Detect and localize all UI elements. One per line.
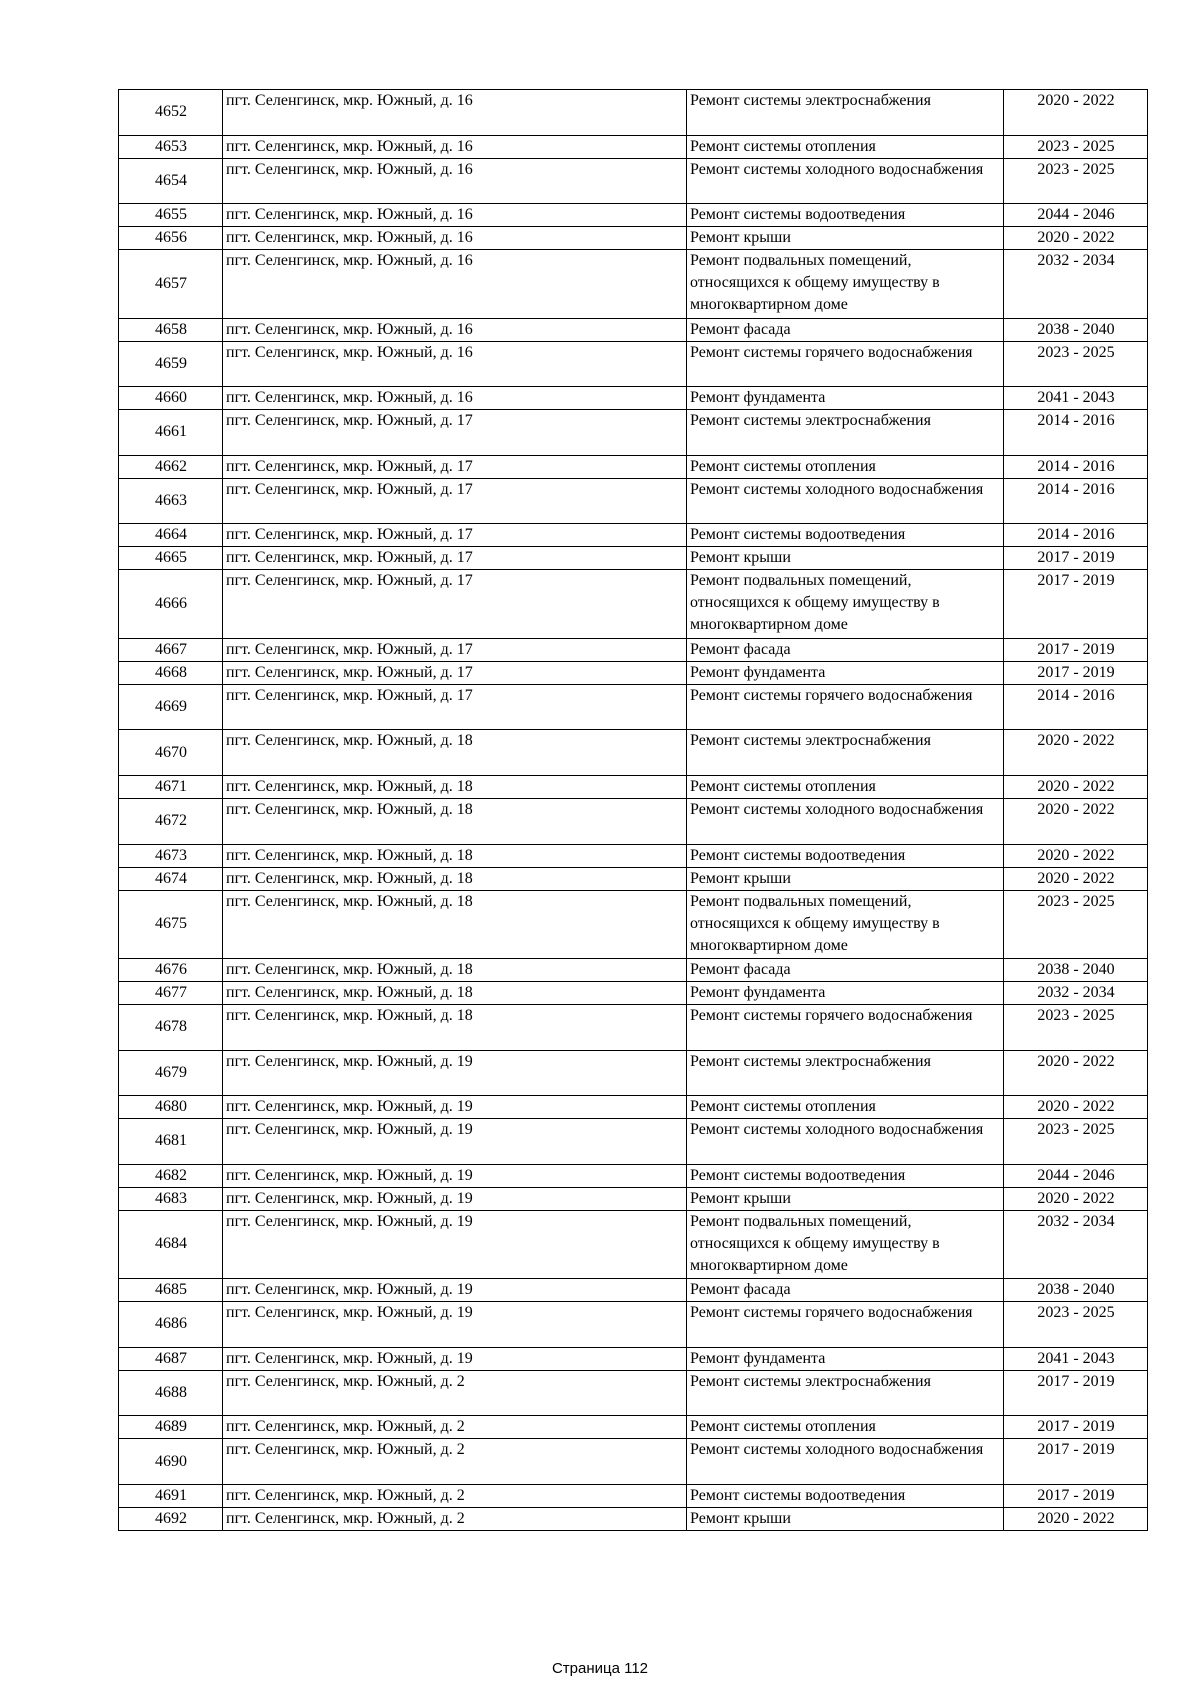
- period-cell: 2044 - 2046: [1004, 1164, 1148, 1187]
- work-type-cell: Ремонт системы отопления: [687, 135, 1004, 158]
- table-row: [119, 1187, 1148, 1210]
- table-row: [119, 1416, 1148, 1439]
- period-cell: 2023 - 2025: [1004, 1004, 1148, 1050]
- table-row: [119, 90, 1148, 136]
- row-number-cell: 4665: [119, 547, 223, 570]
- address-cell: пгт. Селенгинск, мкр. Южный, д. 2: [223, 1370, 687, 1416]
- work-type-cell: Ремонт системы водоотведения: [687, 1164, 1004, 1187]
- table-row: [119, 1370, 1148, 1416]
- period-cell: 2017 - 2019: [1004, 570, 1148, 638]
- row-number-cell: 4667: [119, 638, 223, 661]
- row-number-cell: 4688: [119, 1370, 223, 1416]
- work-type-cell: Ремонт системы водоотведения: [687, 844, 1004, 867]
- work-type-cell: Ремонт крыши: [687, 867, 1004, 890]
- row-number-cell: 4654: [119, 158, 223, 204]
- work-type-cell: Ремонт фасада: [687, 1279, 1004, 1302]
- period-cell: 2020 - 2022: [1004, 1507, 1148, 1530]
- address-cell: пгт. Селенгинск, мкр. Южный, д. 18: [223, 890, 687, 958]
- work-type-cell: Ремонт системы холодного водоснабжения: [687, 478, 1004, 524]
- work-type-cell: Ремонт системы отопления: [687, 775, 1004, 798]
- address-cell: пгт. Селенгинск, мкр. Южный, д. 16: [223, 387, 687, 410]
- table-row: [119, 204, 1148, 227]
- address-cell: пгт. Селенгинск, мкр. Южный, д. 19: [223, 1050, 687, 1096]
- period-cell: 2023 - 2025: [1004, 890, 1148, 958]
- work-type-cell: Ремонт системы горячего водоснабжения: [687, 684, 1004, 730]
- row-number-cell: 4673: [119, 844, 223, 867]
- table-row: [119, 661, 1148, 684]
- address-cell: пгт. Селенгинск, мкр. Южный, д. 17: [223, 547, 687, 570]
- row-number-cell: 4655: [119, 204, 223, 227]
- table-row: [119, 730, 1148, 776]
- period-cell: 2032 - 2034: [1004, 250, 1148, 318]
- period-cell: 2020 - 2022: [1004, 1050, 1148, 1096]
- work-type-cell: Ремонт подвальных помещений, относящихся к общему имуществу в многоквартирном доме: [687, 890, 1004, 958]
- period-cell: 2020 - 2022: [1004, 1096, 1148, 1119]
- table-body: [119, 90, 1148, 1531]
- address-cell: пгт. Селенгинск, мкр. Южный, д. 17: [223, 455, 687, 478]
- period-cell: 2023 - 2025: [1004, 135, 1148, 158]
- row-number-cell: 4653: [119, 135, 223, 158]
- table-row: [119, 1096, 1148, 1119]
- period-cell: 2023 - 2025: [1004, 1302, 1148, 1348]
- work-type-cell: Ремонт системы горячего водоснабжения: [687, 1302, 1004, 1348]
- period-cell: 2020 - 2022: [1004, 798, 1148, 844]
- row-number-cell: 4691: [119, 1484, 223, 1507]
- row-number-cell: 4682: [119, 1164, 223, 1187]
- address-cell: пгт. Селенгинск, мкр. Южный, д. 18: [223, 775, 687, 798]
- period-cell: 2023 - 2025: [1004, 341, 1148, 387]
- address-cell: пгт. Селенгинск, мкр. Южный, д. 2: [223, 1507, 687, 1530]
- work-type-cell: Ремонт системы электроснабжения: [687, 1370, 1004, 1416]
- period-cell: 2014 - 2016: [1004, 684, 1148, 730]
- table-row: [119, 1119, 1148, 1165]
- row-number-cell: 4684: [119, 1210, 223, 1278]
- table-row: [119, 798, 1148, 844]
- period-cell: 2017 - 2019: [1004, 547, 1148, 570]
- period-cell: 2038 - 2040: [1004, 958, 1148, 981]
- address-cell: пгт. Селенгинск, мкр. Южный, д. 17: [223, 410, 687, 456]
- work-type-cell: Ремонт системы отопления: [687, 1416, 1004, 1439]
- period-cell: 2023 - 2025: [1004, 158, 1148, 204]
- work-type-cell: Ремонт системы горячего водоснабжения: [687, 341, 1004, 387]
- address-cell: пгт. Селенгинск, мкр. Южный, д. 19: [223, 1096, 687, 1119]
- address-cell: пгт. Селенгинск, мкр. Южный, д. 18: [223, 981, 687, 1004]
- work-type-cell: Ремонт системы водоотведения: [687, 204, 1004, 227]
- row-number-cell: 4679: [119, 1050, 223, 1096]
- period-cell: 2020 - 2022: [1004, 844, 1148, 867]
- work-type-cell: Ремонт системы водоотведения: [687, 1484, 1004, 1507]
- address-cell: пгт. Селенгинск, мкр. Южный, д. 18: [223, 844, 687, 867]
- work-type-cell: Ремонт фасада: [687, 958, 1004, 981]
- address-cell: пгт. Селенгинск, мкр. Южный, д. 19: [223, 1347, 687, 1370]
- work-type-cell: Ремонт крыши: [687, 227, 1004, 250]
- work-type-cell: Ремонт системы электроснабжения: [687, 410, 1004, 456]
- row-number-cell: 4672: [119, 798, 223, 844]
- table-row: [119, 341, 1148, 387]
- row-number-cell: 4660: [119, 387, 223, 410]
- address-cell: пгт. Селенгинск, мкр. Южный, д. 17: [223, 524, 687, 547]
- table-row: [119, 1004, 1148, 1050]
- address-cell: пгт. Селенгинск, мкр. Южный, д. 2: [223, 1439, 687, 1485]
- row-number-cell: 4677: [119, 981, 223, 1004]
- period-cell: 2014 - 2016: [1004, 410, 1148, 456]
- page-number: Страница 112: [551, 1660, 649, 1677]
- period-cell: 2017 - 2019: [1004, 661, 1148, 684]
- table-row: [119, 684, 1148, 730]
- table-row: [119, 775, 1148, 798]
- work-type-cell: Ремонт системы электроснабжения: [687, 90, 1004, 136]
- address-cell: пгт. Селенгинск, мкр. Южный, д. 18: [223, 730, 687, 776]
- row-number-cell: 4652: [119, 90, 223, 136]
- row-number-cell: 4676: [119, 958, 223, 981]
- row-number-cell: 4663: [119, 478, 223, 524]
- period-cell: 2032 - 2034: [1004, 981, 1148, 1004]
- table-row: [119, 1164, 1148, 1187]
- table-row: [119, 410, 1148, 456]
- table-row: [119, 387, 1148, 410]
- work-type-cell: Ремонт крыши: [687, 1187, 1004, 1210]
- table-row: [119, 318, 1148, 341]
- row-number-cell: 4675: [119, 890, 223, 958]
- address-cell: пгт. Селенгинск, мкр. Южный, д. 17: [223, 661, 687, 684]
- period-cell: 2014 - 2016: [1004, 455, 1148, 478]
- address-cell: пгт. Селенгинск, мкр. Южный, д. 19: [223, 1119, 687, 1165]
- work-type-cell: Ремонт системы холодного водоснабжения: [687, 158, 1004, 204]
- work-type-cell: Ремонт системы холодного водоснабжения: [687, 1439, 1004, 1485]
- period-cell: 2038 - 2040: [1004, 318, 1148, 341]
- work-type-cell: Ремонт фундамента: [687, 1347, 1004, 1370]
- period-cell: 2020 - 2022: [1004, 227, 1148, 250]
- table-row: [119, 1302, 1148, 1348]
- work-type-cell: Ремонт фундамента: [687, 981, 1004, 1004]
- address-cell: пгт. Селенгинск, мкр. Южный, д. 17: [223, 638, 687, 661]
- period-cell: 2014 - 2016: [1004, 524, 1148, 547]
- address-cell: пгт. Селенгинск, мкр. Южный, д. 17: [223, 478, 687, 524]
- period-cell: 2044 - 2046: [1004, 204, 1148, 227]
- row-number-cell: 4662: [119, 455, 223, 478]
- table-row: [119, 1279, 1148, 1302]
- address-cell: пгт. Селенгинск, мкр. Южный, д. 18: [223, 958, 687, 981]
- address-cell: пгт. Селенгинск, мкр. Южный, д. 16: [223, 227, 687, 250]
- table-row: [119, 890, 1148, 958]
- address-cell: пгт. Селенгинск, мкр. Южный, д. 18: [223, 867, 687, 890]
- address-cell: пгт. Селенгинск, мкр. Южный, д. 2: [223, 1416, 687, 1439]
- table-row: [119, 524, 1148, 547]
- work-type-cell: Ремонт системы отопления: [687, 455, 1004, 478]
- row-number-cell: 4671: [119, 775, 223, 798]
- row-number-cell: 4659: [119, 341, 223, 387]
- table-row: [119, 1439, 1148, 1485]
- period-cell: 2014 - 2016: [1004, 478, 1148, 524]
- table-row: [119, 135, 1148, 158]
- row-number-cell: 4669: [119, 684, 223, 730]
- work-type-cell: Ремонт фасада: [687, 318, 1004, 341]
- work-type-cell: Ремонт подвальных помещений, относящихся к общему имуществу в многоквартирном доме: [687, 570, 1004, 638]
- table-row: [119, 981, 1148, 1004]
- work-type-cell: Ремонт системы холодного водоснабжения: [687, 1119, 1004, 1165]
- period-cell: 2023 - 2025: [1004, 1119, 1148, 1165]
- table-row: [119, 1347, 1148, 1370]
- work-type-cell: Ремонт системы водоотведения: [687, 524, 1004, 547]
- row-number-cell: 4689: [119, 1416, 223, 1439]
- table-row: [119, 547, 1148, 570]
- address-cell: пгт. Селенгинск, мкр. Южный, д. 19: [223, 1210, 687, 1278]
- table-row: [119, 638, 1148, 661]
- work-type-cell: Ремонт крыши: [687, 1507, 1004, 1530]
- period-cell: 2020 - 2022: [1004, 775, 1148, 798]
- address-cell: пгт. Селенгинск, мкр. Южный, д. 19: [223, 1164, 687, 1187]
- work-type-cell: Ремонт системы электроснабжения: [687, 730, 1004, 776]
- work-type-cell: Ремонт подвальных помещений, относящихся к общему имуществу в многоквартирном доме: [687, 250, 1004, 318]
- row-number-cell: 4686: [119, 1302, 223, 1348]
- period-cell: 2041 - 2043: [1004, 1347, 1148, 1370]
- work-type-cell: Ремонт подвальных помещений, относящихся к общему имуществу в многоквартирном доме: [687, 1210, 1004, 1278]
- table-row: [119, 478, 1148, 524]
- table-row: [119, 958, 1148, 981]
- row-number-cell: 4687: [119, 1347, 223, 1370]
- work-type-cell: Ремонт фасада: [687, 638, 1004, 661]
- work-type-cell: Ремонт системы электроснабжения: [687, 1050, 1004, 1096]
- table-row: [119, 1050, 1148, 1096]
- work-type-cell: Ремонт фундамента: [687, 387, 1004, 410]
- address-cell: пгт. Селенгинск, мкр. Южный, д. 16: [223, 341, 687, 387]
- address-cell: пгт. Селенгинск, мкр. Южный, д. 16: [223, 135, 687, 158]
- address-cell: пгт. Селенгинск, мкр. Южный, д. 16: [223, 204, 687, 227]
- work-type-cell: Ремонт фундамента: [687, 661, 1004, 684]
- work-type-cell: Ремонт системы горячего водоснабжения: [687, 1004, 1004, 1050]
- row-number-cell: 4680: [119, 1096, 223, 1119]
- address-cell: пгт. Селенгинск, мкр. Южный, д. 16: [223, 250, 687, 318]
- address-cell: пгт. Селенгинск, мкр. Южный, д. 17: [223, 684, 687, 730]
- row-number-cell: 4678: [119, 1004, 223, 1050]
- period-cell: 2041 - 2043: [1004, 387, 1148, 410]
- table-row: [119, 250, 1148, 318]
- table-row: [119, 1484, 1148, 1507]
- table-row: [119, 1210, 1148, 1278]
- table-row: [119, 1507, 1148, 1530]
- period-cell: 2017 - 2019: [1004, 638, 1148, 661]
- address-cell: пгт. Селенгинск, мкр. Южный, д. 19: [223, 1302, 687, 1348]
- address-cell: пгт. Селенгинск, мкр. Южный, д. 2: [223, 1484, 687, 1507]
- address-cell: пгт. Селенгинск, мкр. Южный, д. 17: [223, 570, 687, 638]
- row-number-cell: 4656: [119, 227, 223, 250]
- row-number-cell: 4685: [119, 1279, 223, 1302]
- row-number-cell: 4683: [119, 1187, 223, 1210]
- period-cell: 2020 - 2022: [1004, 90, 1148, 136]
- table-row: [119, 844, 1148, 867]
- address-cell: пгт. Селенгинск, мкр. Южный, д. 19: [223, 1279, 687, 1302]
- row-number-cell: 4692: [119, 1507, 223, 1530]
- table-row: [119, 158, 1148, 204]
- table-row: [119, 867, 1148, 890]
- row-number-cell: 4664: [119, 524, 223, 547]
- period-cell: 2017 - 2019: [1004, 1416, 1148, 1439]
- work-type-cell: Ремонт крыши: [687, 547, 1004, 570]
- table-row: [119, 227, 1148, 250]
- row-number-cell: 4657: [119, 250, 223, 318]
- period-cell: 2020 - 2022: [1004, 730, 1148, 776]
- address-cell: пгт. Селенгинск, мкр. Южный, д. 18: [223, 798, 687, 844]
- period-cell: 2017 - 2019: [1004, 1484, 1148, 1507]
- address-cell: пгт. Селенгинск, мкр. Южный, д. 16: [223, 158, 687, 204]
- period-cell: 2020 - 2022: [1004, 1187, 1148, 1210]
- address-cell: пгт. Селенгинск, мкр. Южный, д. 18: [223, 1004, 687, 1050]
- row-number-cell: 4658: [119, 318, 223, 341]
- row-number-cell: 4661: [119, 410, 223, 456]
- repair-schedule-table: [118, 89, 1148, 1531]
- address-cell: пгт. Селенгинск, мкр. Южный, д. 16: [223, 90, 687, 136]
- table-row: [119, 570, 1148, 638]
- work-type-cell: Ремонт системы отопления: [687, 1096, 1004, 1119]
- period-cell: 2017 - 2019: [1004, 1439, 1148, 1485]
- period-cell: 2032 - 2034: [1004, 1210, 1148, 1278]
- address-cell: пгт. Селенгинск, мкр. Южный, д. 16: [223, 318, 687, 341]
- period-cell: 2038 - 2040: [1004, 1279, 1148, 1302]
- table-row: [119, 455, 1148, 478]
- row-number-cell: 4668: [119, 661, 223, 684]
- row-number-cell: 4690: [119, 1439, 223, 1485]
- row-number-cell: 4670: [119, 730, 223, 776]
- row-number-cell: 4674: [119, 867, 223, 890]
- row-number-cell: 4681: [119, 1119, 223, 1165]
- work-type-cell: Ремонт системы холодного водоснабжения: [687, 798, 1004, 844]
- row-number-cell: 4666: [119, 570, 223, 638]
- period-cell: 2017 - 2019: [1004, 1370, 1148, 1416]
- period-cell: 2020 - 2022: [1004, 867, 1148, 890]
- address-cell: пгт. Селенгинск, мкр. Южный, д. 19: [223, 1187, 687, 1210]
